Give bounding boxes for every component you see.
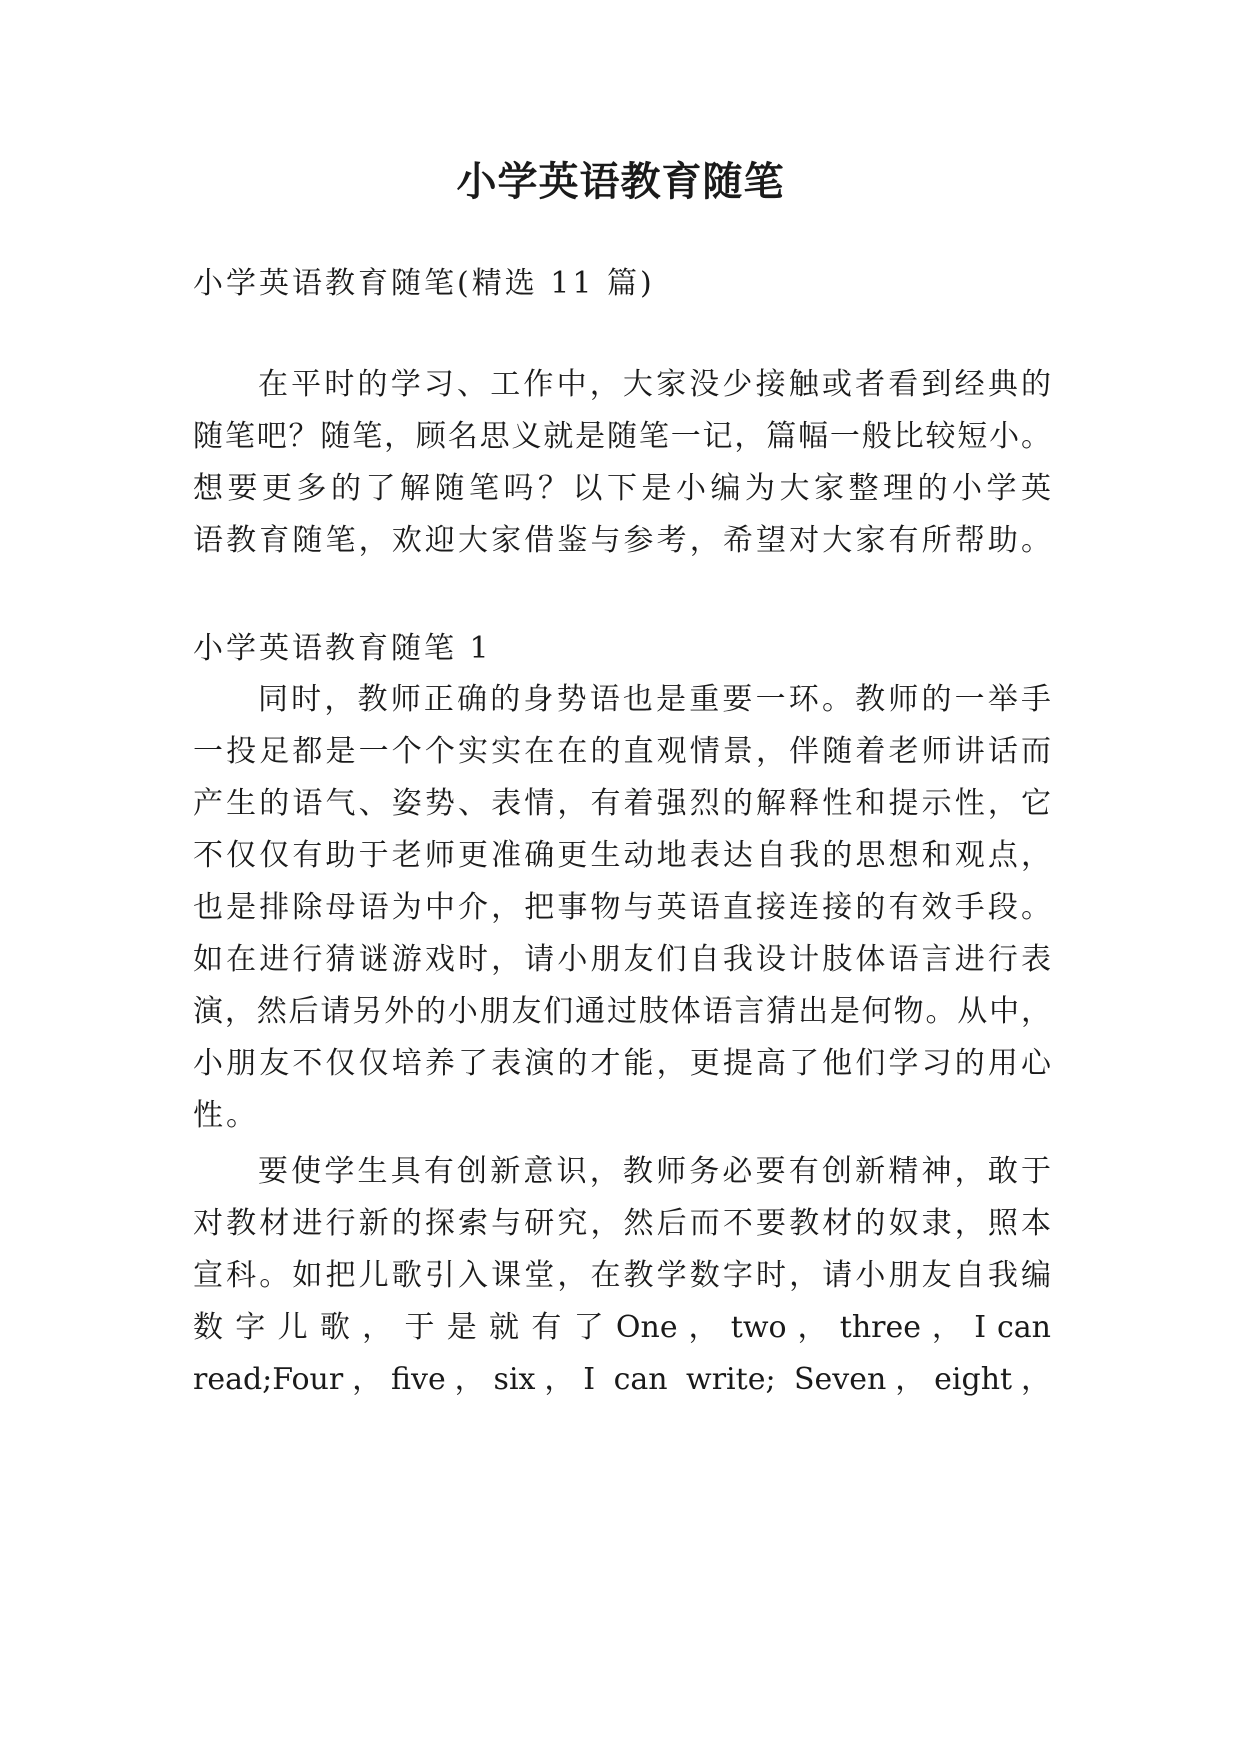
paragraph-line: 小朋友不仅仅培养了表演的才能，更提高了他们学习的用心 (193, 1046, 1051, 1081)
paragraph-line: 一投足都是一个个实实在在的直观情景，伴随着老师讲话而 (193, 734, 1051, 769)
document-subtitle: 小学英语教育随笔(精选 11 篇) (193, 266, 655, 301)
paragraph-line: read;Four，five，six，I can write; Seven，eight， (193, 1362, 1051, 1397)
paragraph-line: 性。 (193, 1098, 259, 1133)
paragraph-line: 数 字 儿 歌 ， 于 是 就 有 了 One ， two ， three ， I can (193, 1310, 1051, 1345)
paragraph-line: 不仅仅有助于老师更准确更生动地表达自我的思想和观点， (193, 838, 1051, 873)
intro-line: 随笔吧？随笔，顾名思义就是随笔一记，篇幅一般比较短小。 (193, 419, 1051, 454)
intro-line: 在平时的学习、工作中，大家没少接触或者看到经典的 (258, 367, 1051, 402)
paragraph-line: 要使学生具有创新意识，教师务必要有创新精神，敢于 (258, 1154, 1051, 1189)
intro-line: 想要更多的了解随笔吗？以下是小编为大家整理的小学英 (193, 471, 1051, 506)
intro-line: 语教育随笔，欢迎大家借鉴与参考，希望对大家有所帮助。 (193, 523, 1051, 558)
paragraph-line: 演，然后请另外的小朋友们通过肢体语言猜出是何物。从中， (193, 994, 1051, 1029)
paragraph-line: 同时，教师正确的身势语也是重要一环。教师的一举手 (258, 682, 1051, 717)
paragraph-line: 也是排除母语为中介，把事物与英语直接连接的有效手段。 (193, 890, 1051, 925)
document-title: 小学英语教育随笔 (456, 158, 785, 205)
paragraph-line: 对教材进行新的探索与研究，然后而不要教材的奴隶，照本 (193, 1206, 1051, 1241)
paragraph-line: 宣科。如把儿歌引入课堂，在教学数字时，请小朋友自我编 (193, 1258, 1051, 1293)
paragraph-line: 产生的语气、姿势、表情，有着强烈的解释性和提示性，它 (193, 786, 1051, 821)
section-heading: 小学英语教育随笔 1 (193, 631, 492, 666)
paragraph-line: 如在进行猜谜游戏时，请小朋友们自我设计肢体语言进行表 (193, 942, 1051, 977)
